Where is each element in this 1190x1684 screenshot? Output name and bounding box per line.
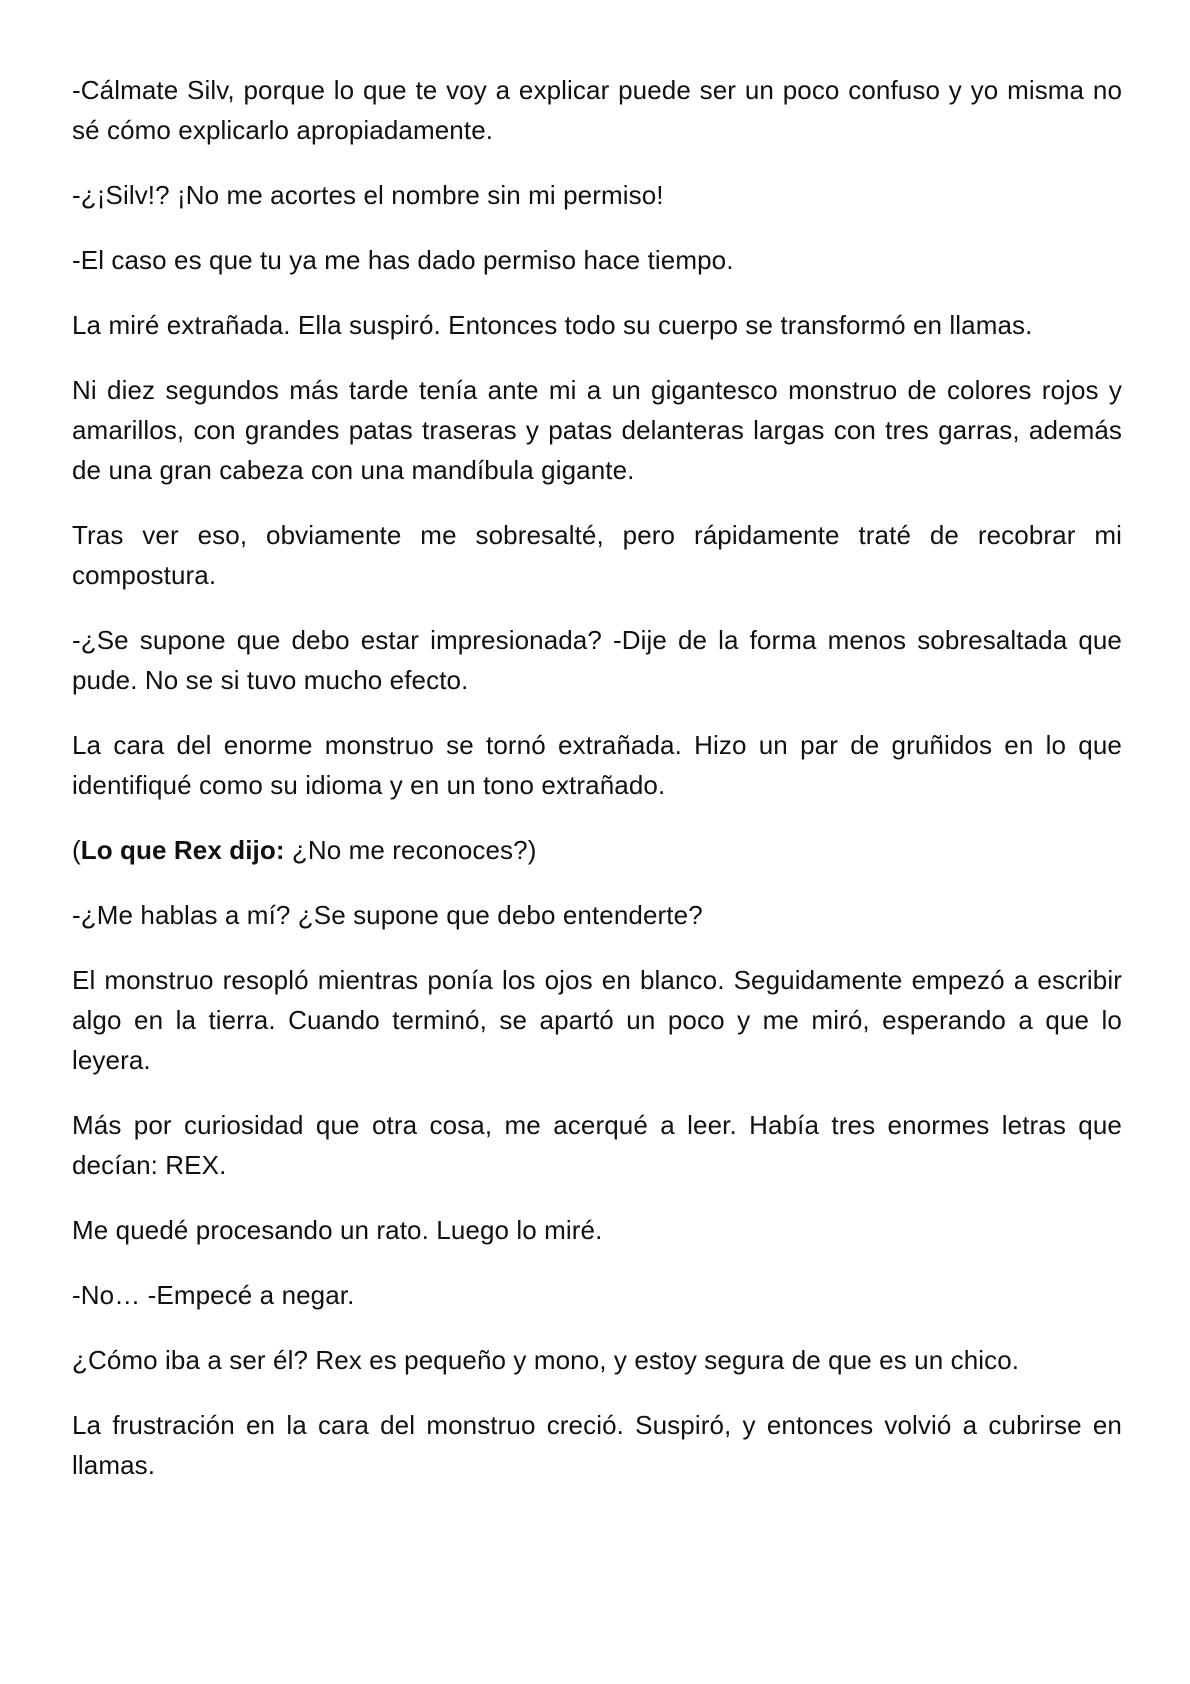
rex-line-speaker: Lo que Rex dijo:	[80, 835, 285, 865]
paragraph-5: Ni diez segundos más tarde tenía ante mi a un gigantesco monstruo de colores rojos y amarillos, con grandes patas traseras y patas delanteras largas con tres garras, además de una gran cabeza con una mandíbula gigante.	[72, 375, 1122, 485]
paragraph-11: El monstruo resopló mientras ponía los ojos en blanco. Seguidamente empezó a escribir algo en la tierra. Cuando terminó, se apartó un poco y me miró, esperando a que lo leyera.	[72, 965, 1122, 1075]
rex-translation-line	[72, 830, 1122, 870]
paragraph-1: -Cálmate Silv, porque lo que te voy a explicar puede ser un poco confuso y yo misma no sé cómo explicarlo apropiadamente.	[72, 75, 1122, 145]
document-page	[72, 70, 1122, 1510]
rex-line-open-paren: (	[72, 835, 81, 865]
paragraph-8: La cara del enorme monstruo se tornó extrañada. Hizo un par de gruñidos en lo que identifiqué como su idioma y en un tono extrañado.	[72, 730, 1122, 800]
paragraph-3: -El caso es que tu ya me has dado permiso hace tiempo.	[72, 245, 734, 275]
paragraph-7: -¿Se supone que debo estar impresionada? -Dije de la forma menos sobresaltada que pude. No se si tuvo mucho efecto.	[72, 625, 1122, 695]
paragraph-4: La miré extrañada. Ella suspiró. Entonces todo su cuerpo se transformó en llamas.	[72, 310, 1033, 340]
paragraph-13: Me quedé procesando un rato. Luego lo miré.	[72, 1215, 603, 1245]
paragraph-14: -No… -Empecé a negar.	[72, 1280, 355, 1310]
paragraph-12: Más por curiosidad que otra cosa, me acerqué a leer. Había tres enormes letras que decían: REX.	[72, 1110, 1122, 1180]
paragraph-10: -¿Me hablas a mí? ¿Se supone que debo entenderte?	[72, 900, 703, 930]
paragraph-6: Tras ver eso, obviamente me sobresalté, pero rápidamente traté de recobrar mi compostura.	[72, 520, 1122, 590]
rex-line-text: ¿No me reconoces?)	[284, 835, 537, 865]
paragraph-15: ¿Cómo iba a ser él? Rex es pequeño y mono, y estoy segura de que es un chico.	[72, 1345, 1020, 1375]
paragraph-2: -¿¡Silv!? ¡No me acortes el nombre sin mi permiso!	[72, 180, 664, 210]
paragraph-16: La frustración en la cara del monstruo creció. Suspiró, y entonces volvió a cubrirse en llamas.	[72, 1410, 1122, 1480]
